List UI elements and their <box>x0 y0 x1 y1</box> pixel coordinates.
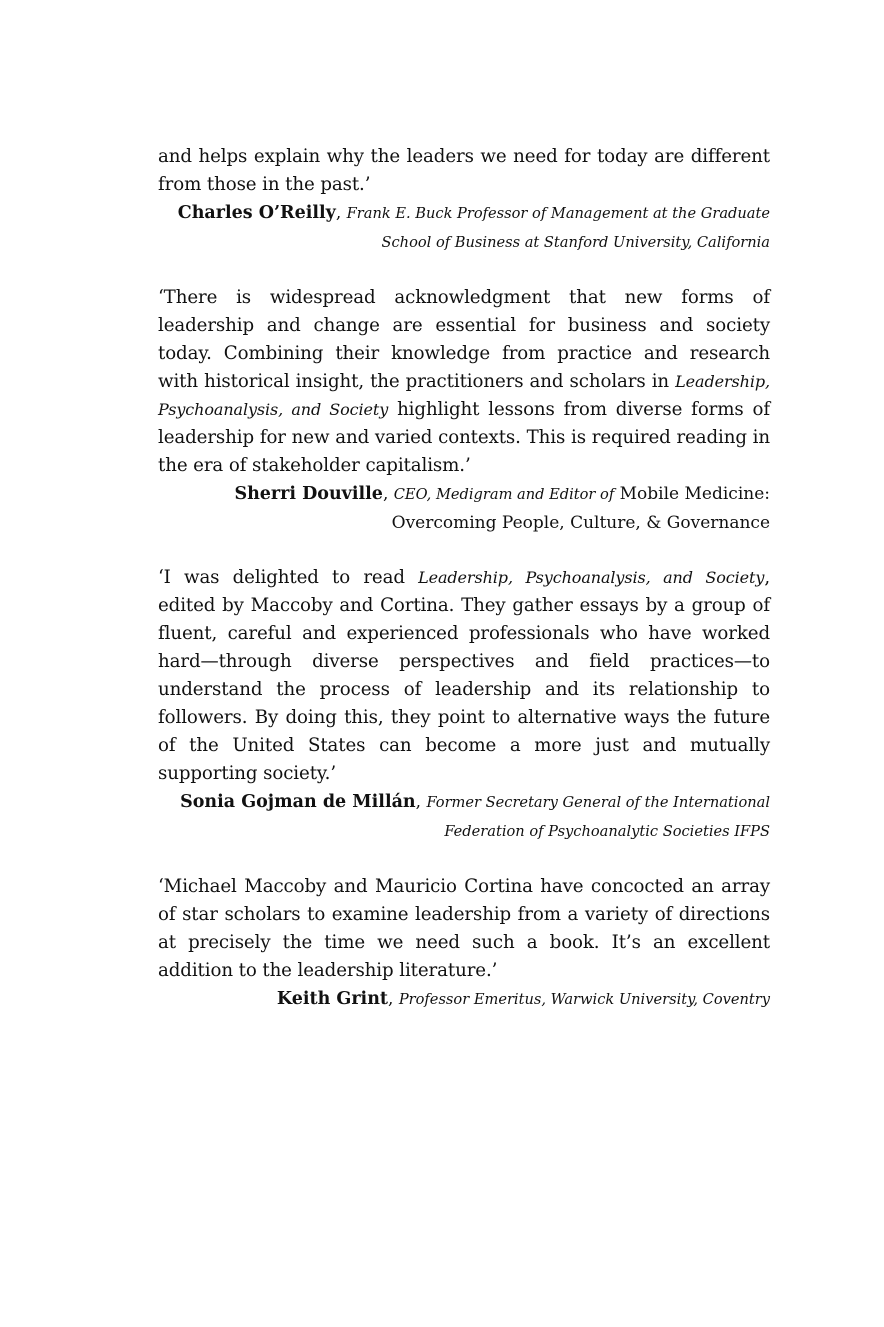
endorser-name: Sonia Gojman de Millán <box>180 792 416 812</box>
endorsements-page <box>158 143 770 1041</box>
endorsement-grint <box>158 873 770 1014</box>
endorsement-attribution: Charles O’Reilly, Frank E. Buck Professor of Management at the Graduate School of Business at Stanford University, California <box>177 203 770 251</box>
endorser-role: Frank E. Buck Professor of Management at the Graduate School of Business at Stanford University, California <box>346 205 770 251</box>
endorser-role: Professor Emeritus, Warwick University, Coventry <box>398 991 770 1008</box>
endorsement-quote: ‘There is widespread acknowledgment that new forms of leadership and change are essential for business and society today. Combining their knowledge from practice and research with historical insight, the practitioners and scholars in Leadership, Psychoanalysis, and Society highlight lessons from diverse forms of leadership for new and varied contexts. This is required reading in the era of stakeholder capitalism.’ <box>158 287 770 476</box>
endorsement-attribution: Sonia Gojman de Millán, Former Secretary General of the International Federation of Psychoanalytic Societies IFPS <box>180 792 770 840</box>
endorsement-quote: ‘Michael Maccoby and Mauricio Cortina have concocted an array of star scholars to examine leadership from a variety of directions at precisely the time we need such a book. It’s an excellent addition to the leadership literature.’ <box>158 876 770 981</box>
endorser-name: Charles O’Reilly <box>177 203 336 223</box>
endorsement-attribution: Keith Grint, Professor Emeritus, Warwick University, Coventry <box>276 989 770 1009</box>
endorser-work-title: Mobile Medicine: Overcoming People, Culture, & Governance <box>391 484 770 533</box>
endorser-name: Sherri Douville <box>234 484 383 504</box>
endorsement-quote: and helps explain why the leaders we need for today are different from those in the past.’ <box>158 146 770 195</box>
book-title: Leadership, Psychoanalysis, and Society <box>158 372 770 419</box>
endorsement-douville <box>158 284 770 537</box>
endorsement-attribution: Sherri Douville, CEO, Medigram and Editor of Mobile Medicine: Overcoming People, Culture, & Governance <box>234 484 770 533</box>
endorser-role: Former Secretary General of the International Federation of Psychoanalytic Societies IFPS <box>426 794 770 840</box>
endorsement-gojman <box>158 564 770 846</box>
book-title: Leadership, Psychoanalysis, and Society <box>418 568 765 587</box>
endorser-role: CEO, Medigram and Editor of <box>393 486 615 503</box>
endorsement-quote: ‘I was delighted to read Leadership, Psychoanalysis, and Society, edited by Maccoby and Cortina. They gather essays by a group of fluent, careful and experienced professionals who have worked hard—through diverse perspectives and field practices—to understand the process of leadership and its relationship to followers. By doing this, they point to alternative ways the future of the United States can become a more just and mutually supporting society.’ <box>158 567 771 784</box>
endorsement-oreilly <box>158 143 770 257</box>
endorser-name: Keith Grint <box>276 989 389 1009</box>
